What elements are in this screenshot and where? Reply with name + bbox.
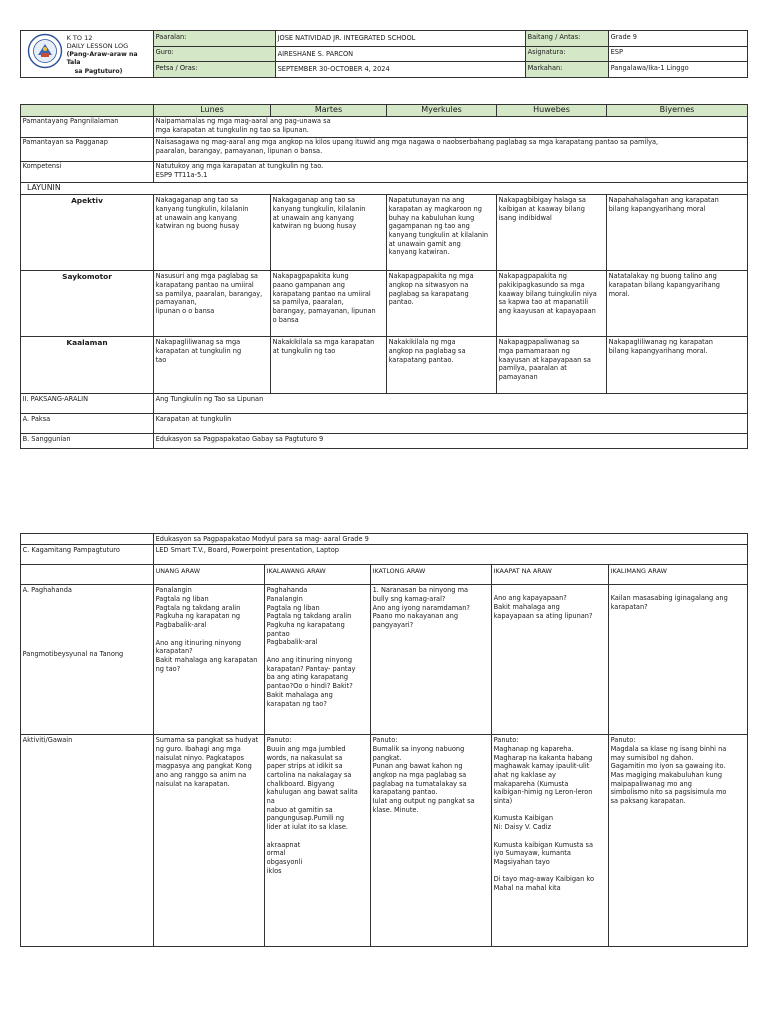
text-line: words, na nakasulat sa <box>266 753 343 762</box>
araw-2: IKALAWANG ARAW <box>265 565 371 585</box>
asignatura-label: Asignatura: <box>526 46 609 62</box>
apektiv-lunes <box>154 195 271 271</box>
text-line: Natutukoy ang mga karapatan at tungkulin ng tao. <box>155 162 324 171</box>
text-line: karapatang pantao na umiiral <box>155 280 254 289</box>
paksa-label: A. Paksa <box>21 414 154 434</box>
text-line: at unawain gamit ang <box>388 239 461 248</box>
text-line: gagampanan ng tao ang <box>388 222 470 231</box>
text-line: ormal <box>266 849 286 858</box>
text-line: kanyang tungkulin, kilalanin <box>272 204 366 213</box>
apektiv-myerkules <box>387 195 497 271</box>
text-line: Nakakikilala ng mga <box>388 338 456 347</box>
text-line: Mas magiging makabuluhan kung <box>610 770 723 779</box>
sanggunian-value: Edukasyon sa Pagpapakatao Gabay sa Pagtuturo 9 <box>154 434 748 449</box>
text-line: o bansa <box>272 315 299 324</box>
text-line: pangkat. <box>372 753 402 762</box>
text-line: sa paksang karapatan. <box>610 797 686 806</box>
text-line: Magharap na kakanta habang <box>493 753 593 762</box>
day-lunes: Lunes <box>154 105 271 117</box>
dll-label: DAILY LESSON LOG <box>66 42 129 51</box>
paaralan-value: JOSE NATIVIDAD JR. INTEGRATED SCHOOL <box>276 31 526 47</box>
text-line: sinta) <box>493 797 513 806</box>
pamantayang-pangnilalaman-label: Pamantayang Pangnilalaman <box>21 116 154 137</box>
text-line: pantao. <box>388 298 414 307</box>
empty-modyul-label <box>21 534 154 545</box>
text-line: Nakapagpapakita kung <box>272 272 349 281</box>
text-line: kahulugan ang bawat salita <box>266 788 358 797</box>
second-table <box>20 533 748 947</box>
text-line: klase. Minute. <box>372 805 419 814</box>
saykomotor-huwebes <box>497 271 607 337</box>
text-line: lipunan o o bansa <box>155 307 215 316</box>
text-line: mga karapatan at tungkulin ng tao sa lipunan. <box>155 126 309 135</box>
kaalaman-huwebes <box>497 337 607 394</box>
text-line: Nakakikilala sa mga karapatan <box>272 338 375 347</box>
kagamitan-value: LED Smart T.V., Board, Powerpoint presentation, Laptop <box>154 545 748 565</box>
text-line: kanyang katwiran. <box>388 248 450 257</box>
text-line: pantao?Oo o hindi? Bakit? <box>266 682 353 691</box>
text-line: Pagkuha ng karapatan ng <box>155 612 241 621</box>
aktiviti-araw-3 <box>371 735 492 947</box>
text-line: karapatan ng tao? <box>266 699 327 708</box>
text-line: chalkboard. Bigyang <box>266 779 335 788</box>
text-line: Naipamamalas ng mga mag-aaral ang pag-unawa sa <box>155 117 331 126</box>
paghahanda-araw-5 <box>609 585 748 735</box>
dll-sub-label-2: sa Pagtuturo) <box>74 67 123 75</box>
text-line: bilang kapangyarihang moral. <box>608 346 708 355</box>
kaalaman-biyernes <box>607 337 748 394</box>
text-line: kaaway bilang tuingkulin niya <box>498 289 597 298</box>
paksa-value: Karapatan at tungkulin <box>154 414 748 434</box>
k-to-12-label: K TO 12 <box>66 33 93 42</box>
apektiv-huwebes <box>497 195 607 271</box>
day-myerkules: Myerkules <box>387 105 497 117</box>
text-line: Napahahalagahan ang karapatan <box>608 196 719 205</box>
empty-araw-cell <box>21 565 154 585</box>
text-line: Magsiyahan tayo <box>493 857 550 866</box>
apektiv-martes <box>271 195 387 271</box>
text-line: Naisasagawa ng mag-aaral ang mga angkop na kilos upang ituwid ang mga nagawa o naobserbahang paglabag sa mga karapatang pantao sa pamilya, <box>155 138 659 147</box>
saykomotor-label: Saykomotor <box>21 271 154 337</box>
saykomotor-martes <box>271 271 387 337</box>
text-line: Pagtala ng takdang aralin <box>266 612 352 621</box>
text-line: ng guro. Ibahagi ang mga <box>155 744 241 753</box>
kagamitan-label: C. Kagamitang Pampagtuturo <box>21 545 154 565</box>
text-line: ahat ng kaklase ay <box>493 770 556 779</box>
text-line: katwiran ng buong husay <box>155 222 240 231</box>
text-line: Nakapagpapakita ng <box>498 272 567 281</box>
text-line: Napatutunayan na ang <box>388 196 465 205</box>
baitang-value: Grade 9 <box>609 31 748 47</box>
text-line: naisulat na karapatan. <box>155 779 230 788</box>
text-line: pangyayari? <box>372 620 414 629</box>
text-line: na <box>266 797 275 806</box>
text-line: Kumusta Kaibigan <box>493 814 554 823</box>
text-line: tao <box>155 355 167 364</box>
text-line: maghawak kamay ipaulit-ulit <box>493 762 590 771</box>
text-line <box>494 832 607 841</box>
saykomotor-myerkules <box>387 271 497 337</box>
text-line: Pagtala ng liban <box>155 594 209 603</box>
guro-label: Guro: <box>154 46 276 62</box>
text-line: Nakapagpapaliwanag sa <box>498 338 580 347</box>
aktiviti-label: Aktiviti/Gawain <box>21 735 154 947</box>
paksang-aralin-label: II. PAKSANG-ARALIN <box>21 394 154 414</box>
text-line: iyo Sumayaw, kumanta <box>493 849 571 858</box>
text-line: kaibigan-himig ng Leron-leron <box>493 788 593 797</box>
text-line: Magdala sa klase ng isang binhi na <box>610 744 727 753</box>
text-line: 1. Naranasan ba ninyong ma <box>372 586 469 595</box>
text-line: karapatan? <box>155 647 193 656</box>
text-line: angkop na sitwasyon na <box>388 280 469 289</box>
text-line: Bakit mahalaga ang <box>266 690 333 699</box>
text-line: karapatang pantao na umiiral <box>272 289 371 298</box>
aktiviti-araw-5 <box>609 735 748 947</box>
main-table <box>20 104 748 449</box>
text-line: pamilya, paaralan at <box>498 364 567 373</box>
text-line: Pagtala ng liban <box>266 603 320 612</box>
asignatura-value: ESP <box>609 46 748 62</box>
text-line: angkop na mga paglabag sa <box>372 770 467 779</box>
text-line: angkop na paglabag sa <box>388 346 466 355</box>
text-line: makapareha (Kumusta <box>493 779 569 788</box>
petsa-label: Petsa / Oras: <box>154 62 276 78</box>
text-line: magpasya ang pangkat Kong <box>155 762 252 771</box>
text-line: paper strips at idikit sa <box>266 762 343 771</box>
text-line: karapatan ay magkaroon ng <box>388 204 482 213</box>
text-line: naisulat ninyo. Pagkatapos <box>155 753 244 762</box>
text-line: kanyang tungkulin, kilalanin <box>155 204 249 213</box>
text-line: paano gampanan ang <box>272 280 345 289</box>
dll-sub-label: (Pang-Araw-araw na Tala <box>66 51 138 67</box>
text-line: Iulat ang output ng pangkat sa <box>372 797 475 806</box>
text-line: Nakapagbibigay halaga sa <box>498 196 586 205</box>
kaalaman-lunes <box>154 337 271 394</box>
text-line: Ni: Daisy V. Cadiz <box>493 823 552 832</box>
text-line: Bumalik sa inyong nabuong <box>372 744 465 753</box>
text-line: Pagbabalik-aral <box>155 620 207 629</box>
text-line: pakikipagkasundo sa mga <box>498 280 585 289</box>
text-line: paglabag sa karapatang <box>388 289 469 298</box>
text-line: Sumama sa pangkat sa hudyat <box>155 736 259 745</box>
text-line: pamayanan <box>498 373 538 382</box>
text-line: katwiran ng buong husay <box>272 222 357 231</box>
paghahanda-label: A. Paghahanda <box>22 586 72 595</box>
text-line: Paghahanda <box>266 586 308 595</box>
pangmotibeysyunal-label: Pangmotibeysyunal na Tanong <box>22 649 124 658</box>
paaralan-label: Paaralan: <box>154 31 276 47</box>
text-line: Panuto: <box>372 736 398 745</box>
deped-seal-icon <box>23 33 67 69</box>
text-line: iklos <box>266 866 282 875</box>
text-line: buhay na kabuluhan kung <box>388 213 475 222</box>
text-line: cartolina na nakalagay sa <box>266 770 352 779</box>
text-line: Ano ang iyong naramdaman? <box>372 603 470 612</box>
araw-1: UNANG ARAW <box>154 565 265 585</box>
sanggunian-label: B. Sanggunian <box>21 434 154 449</box>
text-line: simbolismo nito sa pagsisimula mo <box>610 788 727 797</box>
text-line: lider at iulat ito sa klase. <box>266 823 348 832</box>
text-line: Panuto: <box>493 736 519 745</box>
text-line: Panalangin <box>266 594 303 603</box>
text-line: nabuo at gamitin sa <box>266 805 333 814</box>
paghahanda-araw-3 <box>371 585 492 735</box>
text-line: may sumisibol ng dahon. <box>610 753 694 762</box>
baitang-label: Baitang / Antas: <box>526 31 609 47</box>
header-table <box>20 30 748 78</box>
text-line: Bakit mahalaga ang <box>493 602 560 611</box>
text-line: bully sng kamag-aral? <box>372 594 446 603</box>
text-line: kaibigan at kaaway bilang <box>498 204 585 213</box>
text-line: Nakapagliliwanag sa mga <box>155 338 241 347</box>
text-line: Panuto: <box>266 736 292 745</box>
kompetensi-value <box>154 161 748 182</box>
markahan-label: Markahan: <box>526 62 609 78</box>
text-line: sa pamilya, paaralan, <box>272 298 344 307</box>
text-line: karapatan bilang kapangyarihang <box>608 280 720 289</box>
text-line: Di tayo mag-away Kaibigan ko <box>493 875 594 884</box>
text-line: pamayanan, <box>155 298 197 307</box>
kaalaman-myerkules <box>387 337 497 394</box>
text-line: ESP9 TT11a-5.1 <box>155 171 208 180</box>
aktiviti-araw-2 <box>265 735 371 947</box>
text-line: Bakit mahalaga ang karapatan <box>155 656 258 665</box>
text-line: barangay, pamayanan, lipunan <box>272 307 376 316</box>
text-line: bilang kapangyarihang moral <box>608 204 706 213</box>
text-line <box>267 832 369 841</box>
kaalaman-martes <box>271 337 387 394</box>
text-line: Nakapagliliwanag ng karapatan <box>608 338 713 347</box>
paksang-aralin-value: Ang Tungkulin ng Tao sa Lipunan <box>154 394 748 414</box>
text-line: Paano mo nakayanan ang <box>372 612 459 621</box>
text-line: kaayusan at kapayapaan sa <box>498 355 591 364</box>
text-line: Pagkuha ng karapatang <box>266 620 345 629</box>
text-line: sa kapwa tao at mapanatili <box>498 298 589 307</box>
paghahanda-araw-1 <box>154 585 265 735</box>
text-line: Mahal na mahal kita <box>493 884 561 893</box>
text-line: Kumusta kaibigan Kumusta sa <box>493 840 594 849</box>
text-line: Punan ang bawat kahon ng <box>372 762 463 771</box>
text-line: ba ang ating karapatang <box>266 673 349 682</box>
text-line <box>494 806 607 815</box>
text-line: ng tao? <box>155 664 181 673</box>
text-line: Nasusuri ang mga paglabag sa <box>155 272 258 281</box>
araw-3: IKATLONG ARAW <box>371 565 492 585</box>
markahan-value: Pangalawa/Ika-1 Linggo <box>609 62 748 78</box>
pamantayan-pagganap-value <box>154 137 748 161</box>
text-line: karapatan? Pantay- pantay <box>266 664 356 673</box>
text-line: Pagtala ng takdang aralin <box>155 603 241 612</box>
text-line: obgasyonli <box>266 857 303 866</box>
guro-value: AIRESHANE S. PARCON <box>276 46 526 62</box>
layunin-heading: LAYUNIN <box>21 182 748 195</box>
apektiv-label: Apektiv <box>21 195 154 271</box>
text-line: ano ang ranggo sa anim na <box>155 770 247 779</box>
paghahanda-araw-4 <box>492 585 609 735</box>
day-martes: Martes <box>271 105 387 117</box>
text-line: paglabag na tumatalakay sa <box>372 779 467 788</box>
pamantayan-pagganap-label: Pamantayan sa Pagganap <box>21 137 154 161</box>
text-line: Ano ang itinuring ninyong <box>155 638 242 647</box>
araw-5: IKALIMANG ARAW <box>609 565 748 585</box>
text-line: pangungusap.Pumili ng <box>266 814 345 823</box>
text-line: paaralan, barangay, pamayanan, lipunan o bansa. <box>155 147 323 156</box>
text-line: Panalangin <box>155 586 192 595</box>
text-line: Nakagaganap ang tao sa <box>272 196 355 205</box>
aktiviti-araw-4 <box>492 735 609 947</box>
text-line: kapayapaan sa ating lipunan? <box>493 611 593 620</box>
text-line: karapatang pantao. <box>388 355 454 364</box>
modyul-value: Edukasyon sa Pagpapakatao Modyul para sa mag- aaral Grade 9 <box>154 534 748 545</box>
text-line: karapatang pantao. <box>372 788 438 797</box>
text-line: maipapaliwanag mo ang <box>610 779 692 788</box>
text-line: Panuto: <box>610 736 636 745</box>
text-line: Kailan masasabing iginagalang ang <box>610 594 728 603</box>
petsa-value: SEPTEMBER 30-OCTOBER 4, 2024 <box>276 62 526 78</box>
text-line: at tungkulin ng tao <box>272 346 336 355</box>
text-line: karapatan at tungkulin ng <box>155 346 242 355</box>
day-biyernes: Biyernes <box>607 105 748 117</box>
text-line: Ano ang kapayapaan? <box>493 594 567 603</box>
text-line: mga pamamaraan ng <box>498 346 570 355</box>
saykomotor-biyernes <box>607 271 748 337</box>
text-line: akraapnat <box>266 840 301 849</box>
text-line: Nakapagpapakita ng mga <box>388 272 474 281</box>
araw-4: IKAAPAT NA ARAW <box>492 565 609 585</box>
text-line: isang indibidwal <box>498 213 552 222</box>
logo-cell <box>21 31 154 78</box>
text-line: sa pamilya, paaralan, barangay, <box>155 289 263 298</box>
text-line: Gagamitin mo iyon sa gawaing ito. <box>610 762 726 771</box>
text-line: Natatalakay ng buong talino ang <box>608 272 717 281</box>
text-line: at unawain ang kanyang <box>272 213 354 222</box>
text-line: Pagbabalik-aral <box>266 638 318 647</box>
text-line: Nakagaganap ang tao sa <box>155 196 238 205</box>
text-line: pantao <box>266 629 290 638</box>
text-line: moral. <box>608 289 630 298</box>
text-line: at unawain ang kanyang <box>155 213 237 222</box>
paghahanda-araw-2 <box>265 585 371 735</box>
text-line: ang kaayusan at kapayapaan <box>498 307 596 316</box>
text-line: Maghanap ng kapareha. <box>493 744 574 753</box>
day-huwebes: Huwebes <box>497 105 607 117</box>
text-line <box>494 867 607 876</box>
kompetensi-label: Kompetensi <box>21 161 154 182</box>
apektiv-biyernes <box>607 195 748 271</box>
saykomotor-lunes <box>154 271 271 337</box>
kaalaman-label: Kaalaman <box>21 337 154 394</box>
text-line: kanyang tungkulin at kilalanin <box>388 231 489 240</box>
aktiviti-araw-1 <box>154 735 265 947</box>
empty-header-cell <box>21 105 154 117</box>
text-line: Ano ang itinuring ninyong <box>266 656 353 665</box>
text-line: Buuin ang mga jumbled <box>266 744 346 753</box>
pamantayang-pangnilalaman-value <box>154 116 748 137</box>
paghahanda-cell <box>21 585 154 735</box>
text-line: karapatan? <box>610 602 648 611</box>
